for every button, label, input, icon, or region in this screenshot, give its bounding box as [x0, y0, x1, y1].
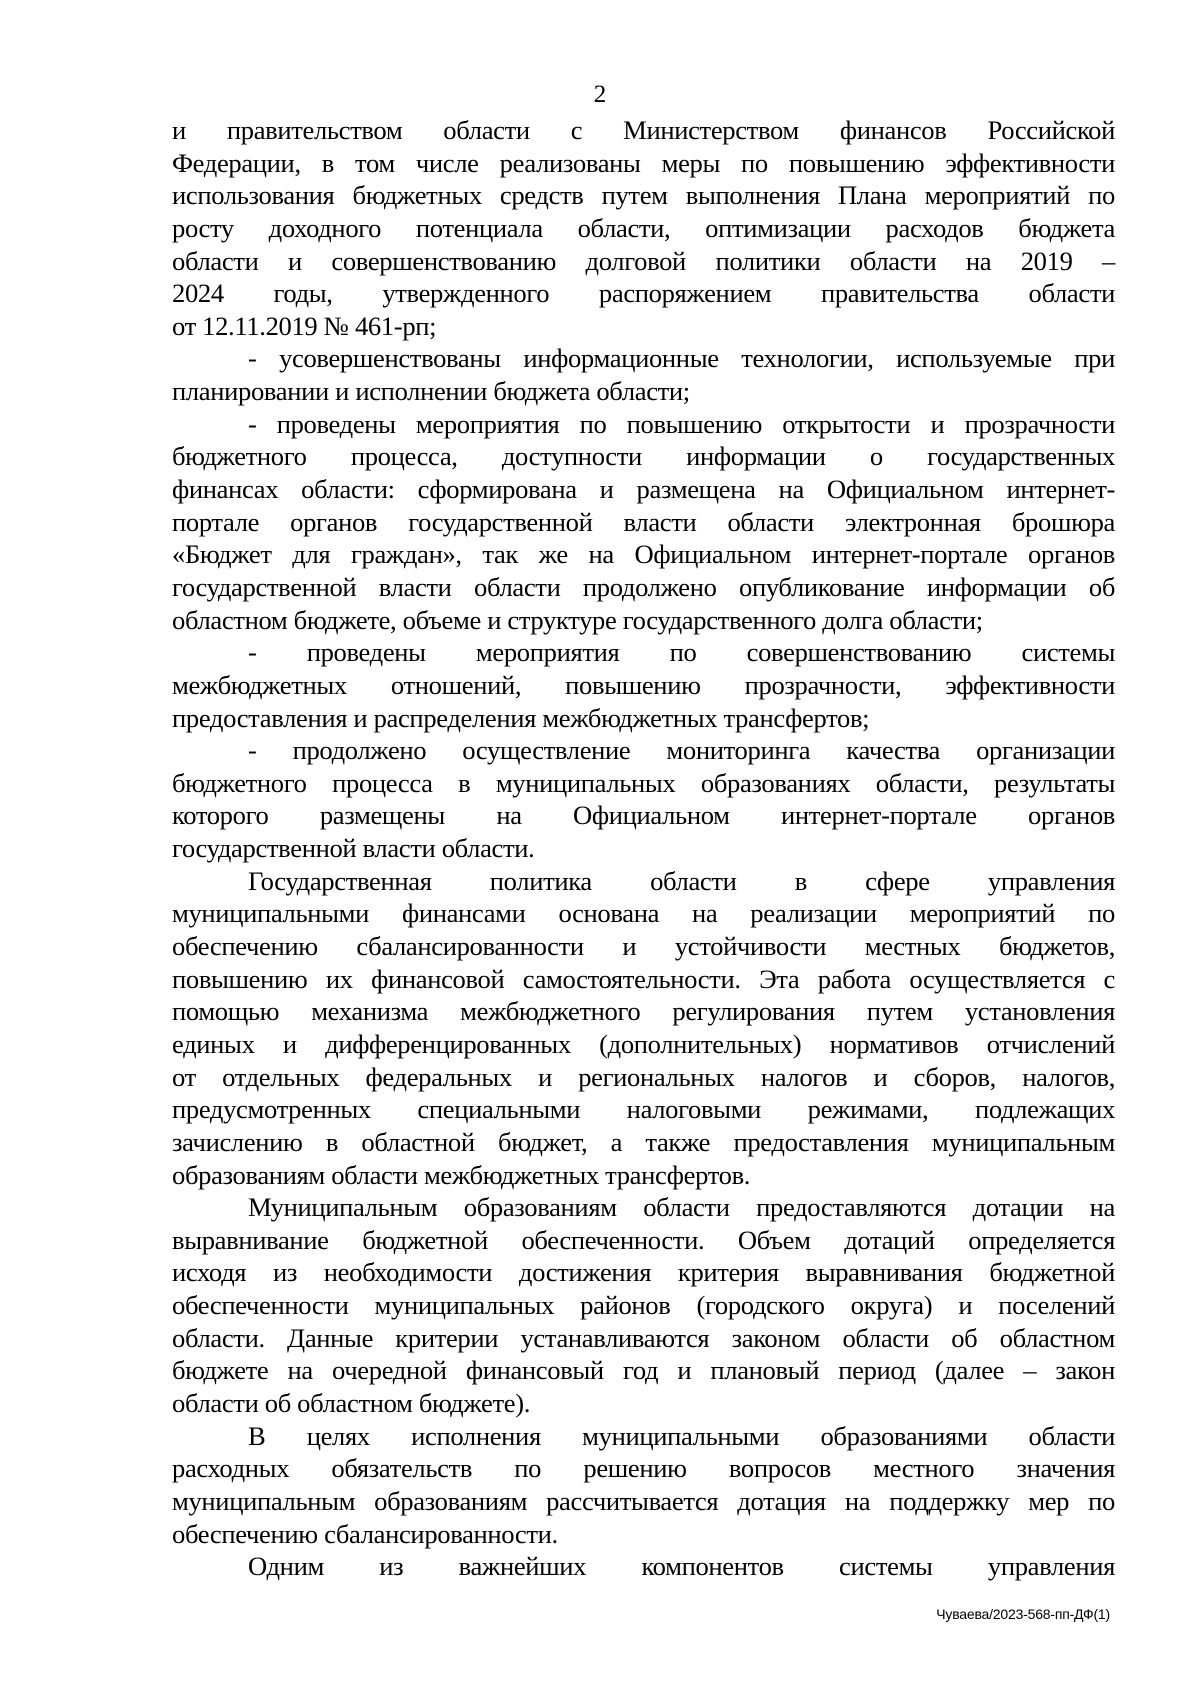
text-line: росту доходного потенциала области, оптимизации расходов бюджета: [172, 212, 1115, 243]
text-line: области об областном бюджете).: [172, 1387, 531, 1418]
text-line: Одним из важнейших компонентов системы управления: [248, 1551, 1115, 1582]
text-line: использования бюджетных средств путем выполнения Плана мероприятий по: [172, 180, 1115, 211]
text-line: обеспечению сбалансированности.: [172, 1518, 558, 1549]
text-line: межбюджетных отношений, повышению прозрачности, эффективности: [172, 669, 1115, 700]
text-line: обеспечению сбалансированности и устойчивости местных бюджетов,: [172, 931, 1115, 962]
text-line: - проведены мероприятия по повышению открытости и прозрачности: [248, 408, 1115, 439]
text-line: муниципальными финансами основана на реализации мероприятий по: [172, 898, 1115, 929]
text-line: от отдельных федеральных и региональных налогов и сборов, налогов,: [172, 1061, 1115, 1092]
text-line: «Бюджет для граждан», так же на Официальном интернет-портале органов: [172, 539, 1115, 570]
paragraph: [172, 734, 1115, 865]
paragraph: [172, 1191, 1115, 1419]
text-line: Муниципальным образованиям области предоставляются дотации на: [248, 1192, 1115, 1223]
text-line: зачислению в областной бюджет, а также предоставления муниципальным: [172, 1126, 1115, 1157]
text-line: планировании и исполнении бюджета области;: [172, 376, 690, 407]
paragraph: [172, 1420, 1115, 1551]
paragraph: [172, 865, 1115, 1191]
text-line: предусмотренных специальными налоговыми режимами, подлежащих: [172, 1094, 1115, 1125]
text-line: государственной власти области продолжено опубликование информации об: [172, 571, 1115, 602]
paragraph: [172, 342, 1115, 407]
text-line: - проведены мероприятия по совершенствованию системы: [248, 637, 1115, 668]
text-line: обеспеченности муниципальных районов (городского округа) и поселений: [172, 1290, 1115, 1321]
text-line: государственной власти области.: [172, 833, 535, 864]
text-line: Государственная политика области в сфере управления: [248, 865, 1115, 896]
text-line: помощью механизма межбюджетного регулирования путем установления: [172, 996, 1115, 1027]
paragraph: [172, 636, 1115, 734]
text-line: - продолжено осуществление мониторинга качества организации: [248, 735, 1115, 766]
text-line: исходя из необходимости достижения критерия выравнивания бюджетной: [172, 1257, 1115, 1288]
text-line: предоставления и распределения межбюджетных трансфертов;: [172, 702, 870, 733]
paragraph: [172, 408, 1115, 636]
text-line: муниципальным образованиям рассчитывается дотация на поддержку мер по: [172, 1485, 1115, 1516]
text-line: областном бюджете, объеме и структуре государственного долга области;: [172, 604, 983, 635]
text-line: и правительством области с Министерством финансов Российской: [172, 115, 1115, 145]
text-line: которого размещены на Официальном интернет-портале органов: [172, 800, 1115, 831]
text-line: бюджетного процесса в муниципальных образованиях области, результаты: [172, 767, 1115, 798]
text-line: финансах области: сформирована и размещена на Официальном интернет-: [172, 474, 1115, 505]
text-line: области. Данные критерии устанавливаются законом области об областном: [172, 1322, 1115, 1353]
text-line: портале органов государственной власти области электронная брошюра: [172, 506, 1115, 537]
paragraph: [172, 1550, 1115, 1583]
document-footer-code: Чуваева/2023-568-пп-ДФ(1): [936, 1606, 1110, 1622]
text-line: области и совершенствованию долговой политики области на 2019 –: [172, 245, 1115, 276]
text-line: от 12.11.2019 № 461-рп;: [172, 310, 437, 341]
text-line: - усовершенствованы информационные технологии, используемые при: [248, 343, 1115, 374]
text-line: 2024 годы, утвержденного распоряжением правительства области: [172, 278, 1115, 309]
text-line: бюджетного процесса, доступности информации о государственных: [172, 441, 1115, 472]
document-body: [172, 114, 1115, 1583]
page-number: 2: [593, 81, 607, 108]
text-line: В целях исполнения муниципальными образованиями области: [248, 1420, 1115, 1451]
text-line: расходных обязательств по решению вопросов местного значения: [172, 1453, 1115, 1484]
text-line: образованиям области межбюджетных трансфертов.: [172, 1159, 751, 1190]
paragraph: [172, 114, 1115, 342]
text-line: повышению их финансовой самостоятельности. Эта работа осуществляется с: [172, 963, 1115, 994]
text-line: бюджете на очередной финансовый год и плановый период (далее – закон: [172, 1355, 1115, 1386]
text-line: единых и дифференцированных (дополнительных) нормативов отчислений: [172, 1028, 1115, 1059]
text-line: выравнивание бюджетной обеспеченности. Объем дотаций определяется: [172, 1224, 1115, 1255]
text-line: Федерации, в том числе реализованы меры по повышению эффективности: [172, 147, 1115, 178]
